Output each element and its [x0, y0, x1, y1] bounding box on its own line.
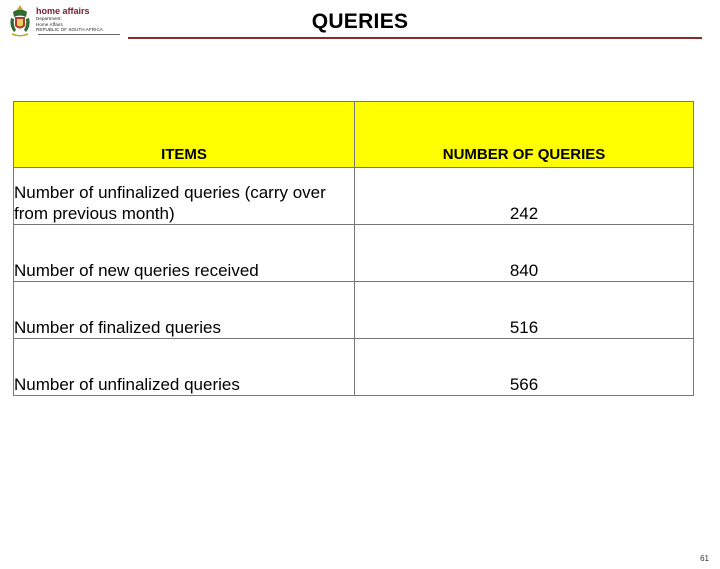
- row-item-label: Number of unfinalized queries (carry over from previous month): [14, 168, 355, 225]
- row-item-value: 516: [355, 282, 694, 339]
- logo-text: [36, 6, 103, 33]
- row-item-value: 840: [355, 225, 694, 282]
- column-header-items: ITEMS: [14, 102, 355, 168]
- table-row: [14, 339, 694, 396]
- table-row: [14, 282, 694, 339]
- logo-brand: home affairs: [36, 6, 90, 16]
- table-row: [14, 225, 694, 282]
- row-item-label: Number of unfinalized queries: [14, 339, 355, 396]
- row-item-value: 242: [355, 168, 694, 225]
- queries-table: [13, 101, 694, 396]
- table-header-row: [14, 102, 694, 168]
- logo-line-2: Home Affairs: [36, 21, 63, 27]
- department-logo: [8, 4, 120, 44]
- coat-of-arms-icon: [8, 4, 32, 38]
- row-item-label: Number of new queries received: [14, 225, 355, 282]
- row-item-value: 566: [355, 339, 694, 396]
- logo-line-3: REPUBLIC OF SOUTH AFRICA: [36, 27, 103, 32]
- page-title: QUERIES: [311, 10, 409, 33]
- logo-divider: [38, 34, 120, 35]
- page-number: 61: [700, 554, 709, 563]
- logo-line-1: Department:: [36, 16, 62, 21]
- title-underline: [128, 37, 702, 39]
- table-row: [14, 168, 694, 225]
- column-header-number-of-queries: NUMBER OF QUERIES: [355, 102, 694, 168]
- row-item-label: Number of finalized queries: [14, 282, 355, 339]
